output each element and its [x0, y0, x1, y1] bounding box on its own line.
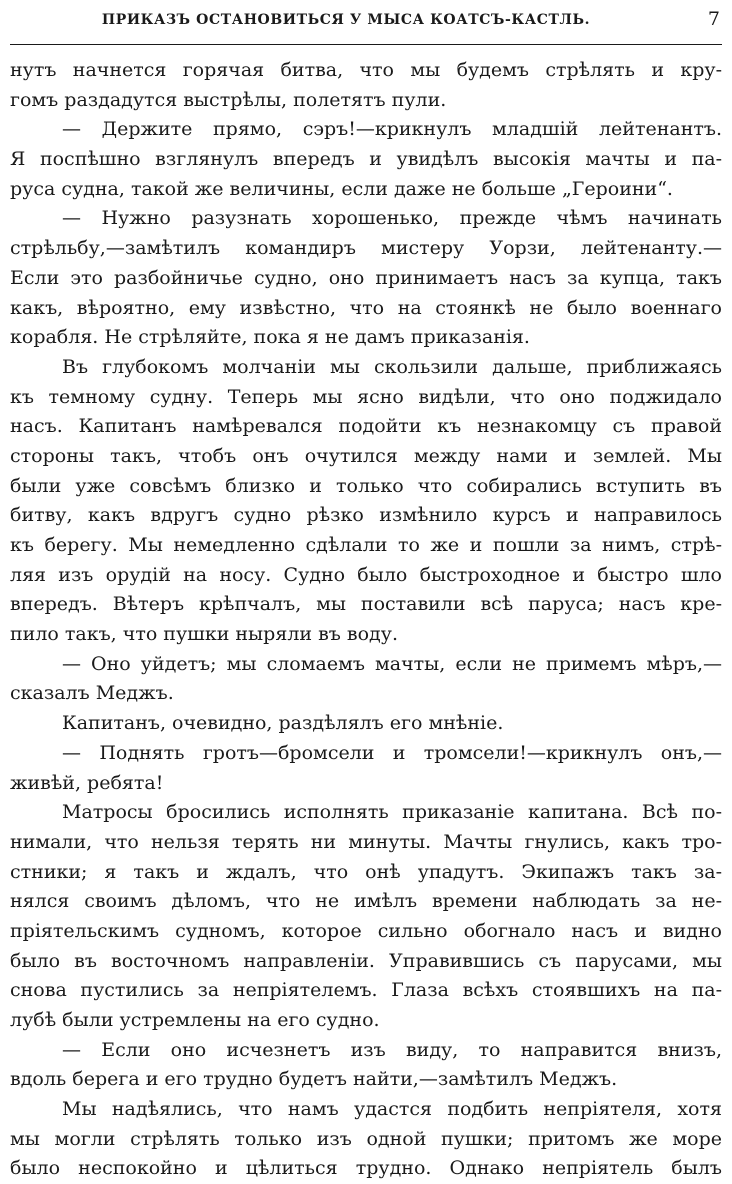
text-line: Мы надѣялись, что намъ удастся подбить непріятеля, хотя: [62, 1098, 722, 1121]
body-text: [10, 56, 722, 1184]
text-line: Капитанъ, очевидно, раздѣлялъ его мнѣніе.: [62, 712, 504, 735]
text-line: насъ. Капитанъ намѣревался подойти къ незнакомцу съ правой: [10, 415, 722, 438]
page-header: [10, 8, 722, 34]
page-number: 7: [707, 8, 720, 30]
text-line: руса судна, такой же величины, если даже не больше „Героини“.: [10, 177, 673, 200]
text-line: сказалъ Меджъ.: [10, 682, 174, 705]
text-line: было неспокойно и цѣлиться трудно. Однако непріятель былъ: [10, 1157, 722, 1180]
text-line: — Если оно исчезнетъ изъ виду, то направится внизъ,: [62, 1038, 722, 1061]
text-line: нимали, что нельзя терять ни минуты. Мачты гнулись, какъ тро-: [10, 830, 722, 853]
running-title: ПРИКАЗЪ ОСТАНОВИТЬСЯ У МЫСА КОАТСЪ-КАСТЛЬ.: [101, 12, 591, 28]
text-line: корабля. Не стрѣляйте, пока я не дамъ приказанія.: [10, 326, 530, 349]
header-rule: [10, 44, 722, 45]
text-line: гомъ раздадутся выстрѣлы, полетятъ пули.: [10, 88, 447, 111]
text-line: стороны такъ, чтобъ онъ очутился между нами и землей. Мы: [10, 444, 722, 467]
text-line: нутъ начнется горячая битва, что мы будемъ стрѣлять и кру-: [10, 59, 722, 81]
text-line: къ темному судну. Теперь мы ясно видѣли, что оно поджидало: [10, 385, 722, 408]
text-line: вдоль берега и его трудно будетъ найти,—замѣтилъ Меджъ.: [10, 1068, 618, 1091]
text-line: стрѣльбу,—замѣтилъ командиръ мистеру Уорзи, лейтенанту.—: [10, 237, 722, 260]
text-line: живѣй, ребята!: [10, 771, 164, 794]
text-line: къ берегу. Мы немедленно сдѣлали то же и пошли за нимъ, стрѣ-: [10, 534, 722, 556]
text-line: стники; я такъ и ждалъ, что онѣ упадутъ. Экипажъ такъ за-: [10, 860, 722, 883]
text-line: ляя изъ орудій на носу. Судно было быстроходное и быстро шло: [10, 563, 722, 586]
text-line: — Поднять гротъ—бромсели и тромсели!—крикнулъ онъ,—: [62, 741, 722, 764]
text-line: Если это разбойничье судно, оно принимаетъ насъ за купца, такъ: [10, 266, 722, 289]
text-line: снова пустились за непріятелемъ. Глаза всѣхъ стоявшихъ на па-: [10, 979, 722, 1002]
text-line: пило такъ, что пушки ныряли въ воду.: [10, 623, 398, 646]
text-line: — Нужно разузнать хорошенько, прежде чѣмъ начинать: [62, 207, 722, 230]
text-line: — Оно уйдетъ; мы сломаемъ мачты, если не примемъ мѣръ,—: [62, 652, 722, 675]
text-line: лубѣ были устремлены на его судно.: [10, 1009, 380, 1031]
text-line: — Держите прямо, сэръ!—крикнулъ младшій лейтенантъ.: [62, 118, 722, 141]
text-line: битву, какъ вдругъ судно рѣзко измѣнило курсъ и направилось: [10, 504, 722, 527]
text-line: пріятельскимъ судномъ, которое сильно обогнало насъ и видно: [10, 919, 722, 942]
text-line: Матросы бросились исполнять приказаніе капитана. Всѣ по-: [62, 801, 722, 824]
text-line: впередъ. Вѣтеръ крѣпчалъ, мы поставили всѣ паруса; насъ кре-: [10, 593, 722, 616]
text-line: Я поспѣшно взглянулъ впередъ и увидѣлъ высокія мачты и па-: [10, 148, 722, 171]
text-line: было въ восточномъ направленіи. Управившись съ парусами, мы: [10, 949, 722, 972]
text-line: Въ глубокомъ молчаніи мы скользили дальше, приближаясь: [62, 355, 722, 378]
text-line: нялся своимъ дѣломъ, что не имѣлъ времени наблюдать за не-: [10, 890, 722, 913]
text-line: какъ, вѣроятно, ему извѣстно, что на стоянкѣ не было военнаго: [10, 296, 722, 319]
text-line: были уже совсѣмъ близко и только что собирались вступить въ: [10, 474, 722, 497]
text-line: мы могли стрѣлять только изъ одной пушки; притомъ же море: [10, 1127, 722, 1150]
